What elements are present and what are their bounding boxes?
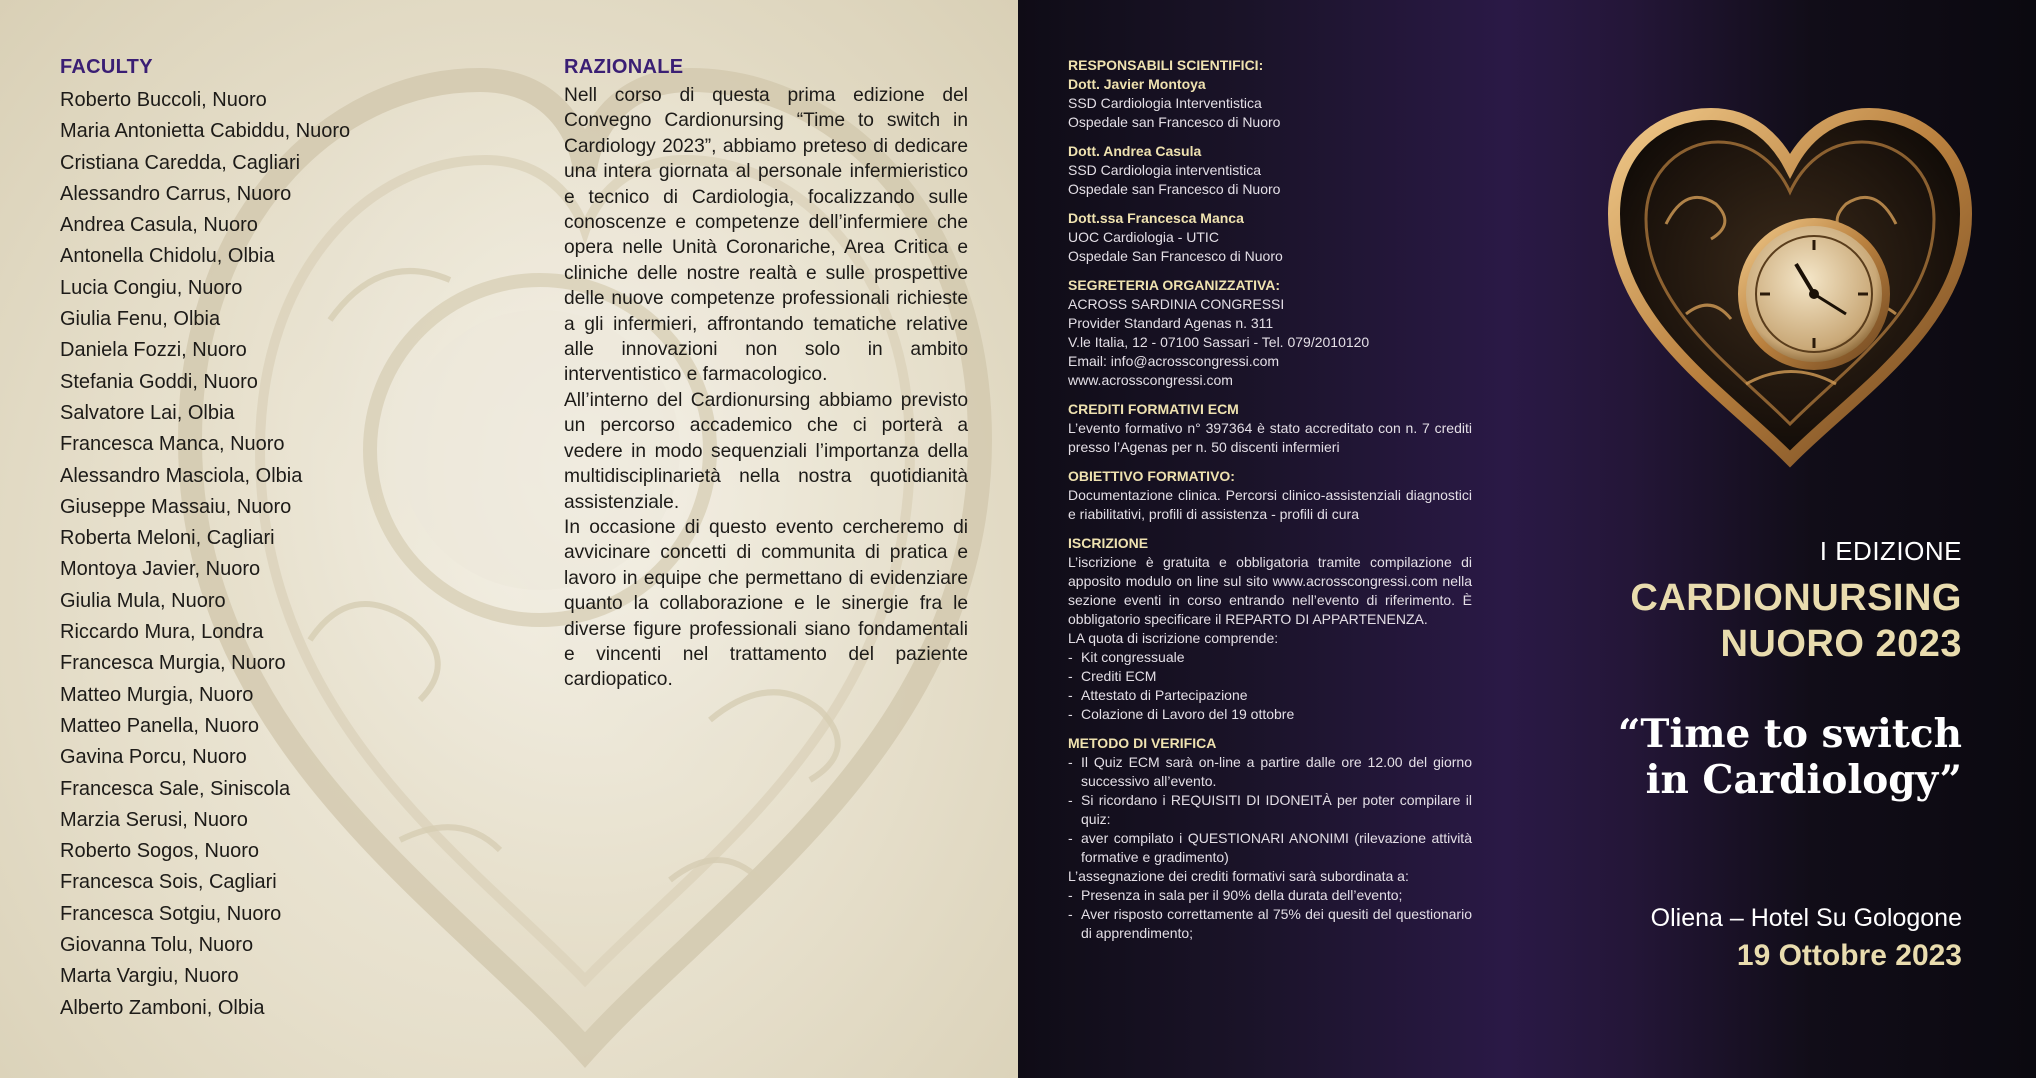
quota-item: - Attestato di Partecipazione (1068, 686, 1472, 705)
assignment-intro: L’assegnazione dei crediti formativi sarà subordinata a: (1068, 868, 1409, 884)
metodo-heading: METODO DI VERIFICA (1068, 735, 1217, 751)
faculty-member: Salvatore Lai, Olbia (60, 401, 235, 424)
responsabile-manca (1068, 209, 1472, 266)
email-link[interactable]: Email: info@acrosscongressi.com (1068, 353, 1280, 369)
quota-list (1068, 648, 1472, 724)
person-affiliation: SSD Cardiologia interventistica (1068, 162, 1261, 178)
faculty-member: Giuseppe Massaiu, Nuoro (60, 495, 292, 518)
quota-item: - Kit congressuale (1068, 648, 1472, 667)
event-title-line: CARDIONURSING (1630, 577, 1962, 619)
responsabili-section (1068, 56, 1472, 132)
faculty-member: Francesca Sale, Siniscola (60, 777, 291, 800)
faculty-member: Daniela Fozzi, Nuoro (60, 339, 247, 362)
assignment-item: - Presenza in sala per il 90% della durata dell’evento; (1068, 886, 1472, 905)
faculty-heading: FACULTY (60, 56, 153, 78)
faculty-member: Antonella Chidolu, Olbia (60, 245, 275, 268)
obiettivo-heading: OBIETTIVO FORMATIVO: (1068, 468, 1235, 484)
faculty-member: Giulia Mula, Nuoro (60, 589, 226, 612)
responsabili-heading: RESPONSABILI SCIENTIFICI: (1068, 57, 1264, 73)
faculty-member: Francesca Sotgiu, Nuoro (60, 902, 282, 925)
faculty-member: Cristiana Caredda, Cagliari (60, 151, 301, 174)
person-name: Dott. Javier Montoya (1068, 76, 1206, 92)
person-name: Dott.ssa Francesca Manca (1068, 210, 1244, 226)
person-affiliation: UOC Cardiologia - UTIC (1068, 229, 1219, 245)
faculty-member: Francesca Manca, Nuoro (60, 433, 285, 456)
edition-label: I EDIZIONE (1819, 536, 1962, 566)
crediti-heading: CREDITI FORMATIVI ECM (1068, 401, 1239, 417)
segreteria-line: ACROSS SARDINIA CONGRESSI (1068, 296, 1285, 312)
venue-block (1651, 904, 1962, 973)
faculty-member: Alessandro Masciola, Olbia (60, 464, 303, 487)
event-title-line: NUORO 2023 (1720, 623, 1962, 665)
person-affiliation: Ospedale San Francesco di Nuoro (1068, 248, 1283, 264)
assignment-list (1068, 886, 1472, 943)
person-name: Dott. Andrea Casula (1068, 143, 1202, 159)
faculty-member: Stefania Goddi, Nuoro (60, 370, 258, 393)
assignment-item: - Aver risposto correttamente al 75% dei quesiti del questionario di apprendimento; (1068, 905, 1472, 943)
faculty-member: Alessandro Carrus, Nuoro (60, 182, 292, 205)
heart-clock-icon (1596, 104, 1984, 472)
razionale-section (564, 56, 968, 693)
faculty-member: Roberta Meloni, Cagliari (60, 527, 275, 550)
faculty-member: Giovanna Tolu, Nuoro (60, 934, 254, 957)
person-affiliation: Ospedale san Francesco di Nuoro (1068, 114, 1281, 130)
event-subtitle-line: in Cardiology” (1645, 757, 1962, 803)
faculty-member: Marta Vargiu, Nuoro (60, 965, 239, 988)
person-affiliation: SSD Cardiologia Interventistica (1068, 95, 1262, 111)
metodo-section (1068, 734, 1472, 943)
iscrizione-section (1068, 534, 1472, 724)
faculty-member: Matteo Murgia, Nuoro (60, 683, 254, 706)
faculty-member: Francesca Sois, Cagliari (60, 871, 277, 894)
crediti-section (1068, 400, 1472, 457)
faculty-member: Riccardo Mura, Londra (60, 621, 264, 644)
faculty-member: Montoya Javier, Nuoro (60, 558, 261, 581)
iscrizione-heading: ISCRIZIONE (1068, 535, 1149, 551)
event-date: 19 Ottobre 2023 (1736, 939, 1962, 972)
faculty-member: Matteo Panella, Nuoro (60, 714, 260, 737)
faculty-member: Gavina Porcu, Nuoro (60, 746, 247, 769)
event-subtitle (1618, 711, 1962, 803)
metodo-list (1068, 753, 1472, 867)
faculty-member: Andrea Casula, Nuoro (60, 214, 258, 237)
faculty-section (60, 56, 460, 1024)
faculty-list (60, 85, 460, 1024)
quota-item: - Crediti ECM (1068, 667, 1472, 686)
faculty-member: Roberto Buccoli, Nuoro (60, 89, 267, 111)
event-venue: Oliena – Hotel Su Gologone (1650, 904, 1962, 932)
metodo-item: - Si ricordano i REQUISITI DI IDONEITÀ per poter compilare il quiz: (1068, 791, 1472, 829)
website-link[interactable]: www.acrosscongressi.com (1068, 372, 1233, 388)
iscrizione-text: L’iscrizione è gratuita e obbligatoria tramite compilazione di apposito modulo on line sul sito www.acrosscongressi.com nella sezione eventi in corso entrando nell’evento di riferimento. È obbligatorio specificare il REPARTO DI APPARTENENZA. (1068, 554, 1472, 627)
razionale-paragraph: In occasione di questo evento cercheremo di avvicinare concetti di communita di pratica e lavoro in equipe che permettano di evidenziare quanto la collaborazione e le sinergie fra le diverse figure professionali siano fondamentali e vincenti nel trattamento del paziente cardiopatico. (564, 516, 968, 691)
faculty-member: Francesca Murgia, Nuoro (60, 652, 286, 675)
responsabile-casula (1068, 142, 1472, 199)
cover-title-block (1618, 536, 1962, 803)
metodo-item: - aver compilato i QUESTIONARI ANONIMI (rilevazione attività formative e gradimento) (1068, 829, 1472, 867)
razionale-heading: RAZIONALE (564, 56, 684, 78)
faculty-member: Marzia Serusi, Nuoro (60, 808, 248, 831)
faculty-member: Giulia Fenu, Olbia (60, 308, 221, 331)
segreteria-line: Provider Standard Agenas n. 311 (1068, 315, 1274, 331)
event-subtitle-line: “Time to switch (1618, 711, 1962, 757)
segreteria-heading: SEGRETERIA ORGANIZZATIVA: (1068, 277, 1281, 293)
crediti-text: L’evento formativo n° 397364 è stato accreditato con n. 7 crediti presso l’Agenas per n. 50 discenti infermieri (1068, 420, 1472, 455)
person-affiliation: Ospedale san Francesco di Nuoro (1068, 181, 1281, 197)
metodo-item: - Il Quiz ECM sarà on-line a partire dalle ore 12.00 del giorno successivo all’evento. (1068, 753, 1472, 791)
faculty-member: Alberto Zamboni, Olbia (60, 996, 265, 1019)
obiettivo-text: Documentazione clinica. Percorsi clinico-assistenziali diagnostici e riabilitativi, profili di assistenza - profili di cura (1068, 487, 1472, 522)
segreteria-line: V.le Italia, 12 - 07100 Sassari - Tel. 079/2010120 (1068, 334, 1370, 350)
event-info-column (1068, 56, 1472, 953)
faculty-member: Roberto Sogos, Nuoro (60, 840, 260, 863)
razionale-paragraph: Nell corso di questa prima edizione del Convegno Cardionursing “Time to switch in Cardiology 2023”, abbiamo preteso di dedicare una intera giornata al personale infermieristico e tecnico di Cardiologia, focalizzando sulle conoscenze e competenze dell’infermiere che opera nelle Unità Coronariche, Area Critica e cliniche delle nostre realtà e sulle prospettive delle nuove competenze professionali richieste a gli infermieri, affrontando tematiche relative alle innovazioni non solo in ambito interventistico e farmacologico. (564, 85, 968, 386)
quota-item: - Colazione di Lavoro del 19 ottobre (1068, 705, 1472, 724)
razionale-paragraph: All’interno del Cardionursing abbiamo previsto un percorso accademico che ci porterà a vedere in modo sequenziali l’importanza della multidisciplinarietà nella nostra quotidianità assistenziale. (564, 389, 968, 513)
faculty-member: Lucia Congiu, Nuoro (60, 276, 243, 299)
quota-intro: LA quota di iscrizione comprende: (1068, 630, 1279, 646)
faculty-member: Maria Antonietta Cabiddu, Nuoro (60, 120, 351, 143)
event-title (1618, 575, 1962, 667)
obiettivo-section (1068, 467, 1472, 524)
segreteria-section (1068, 276, 1472, 390)
